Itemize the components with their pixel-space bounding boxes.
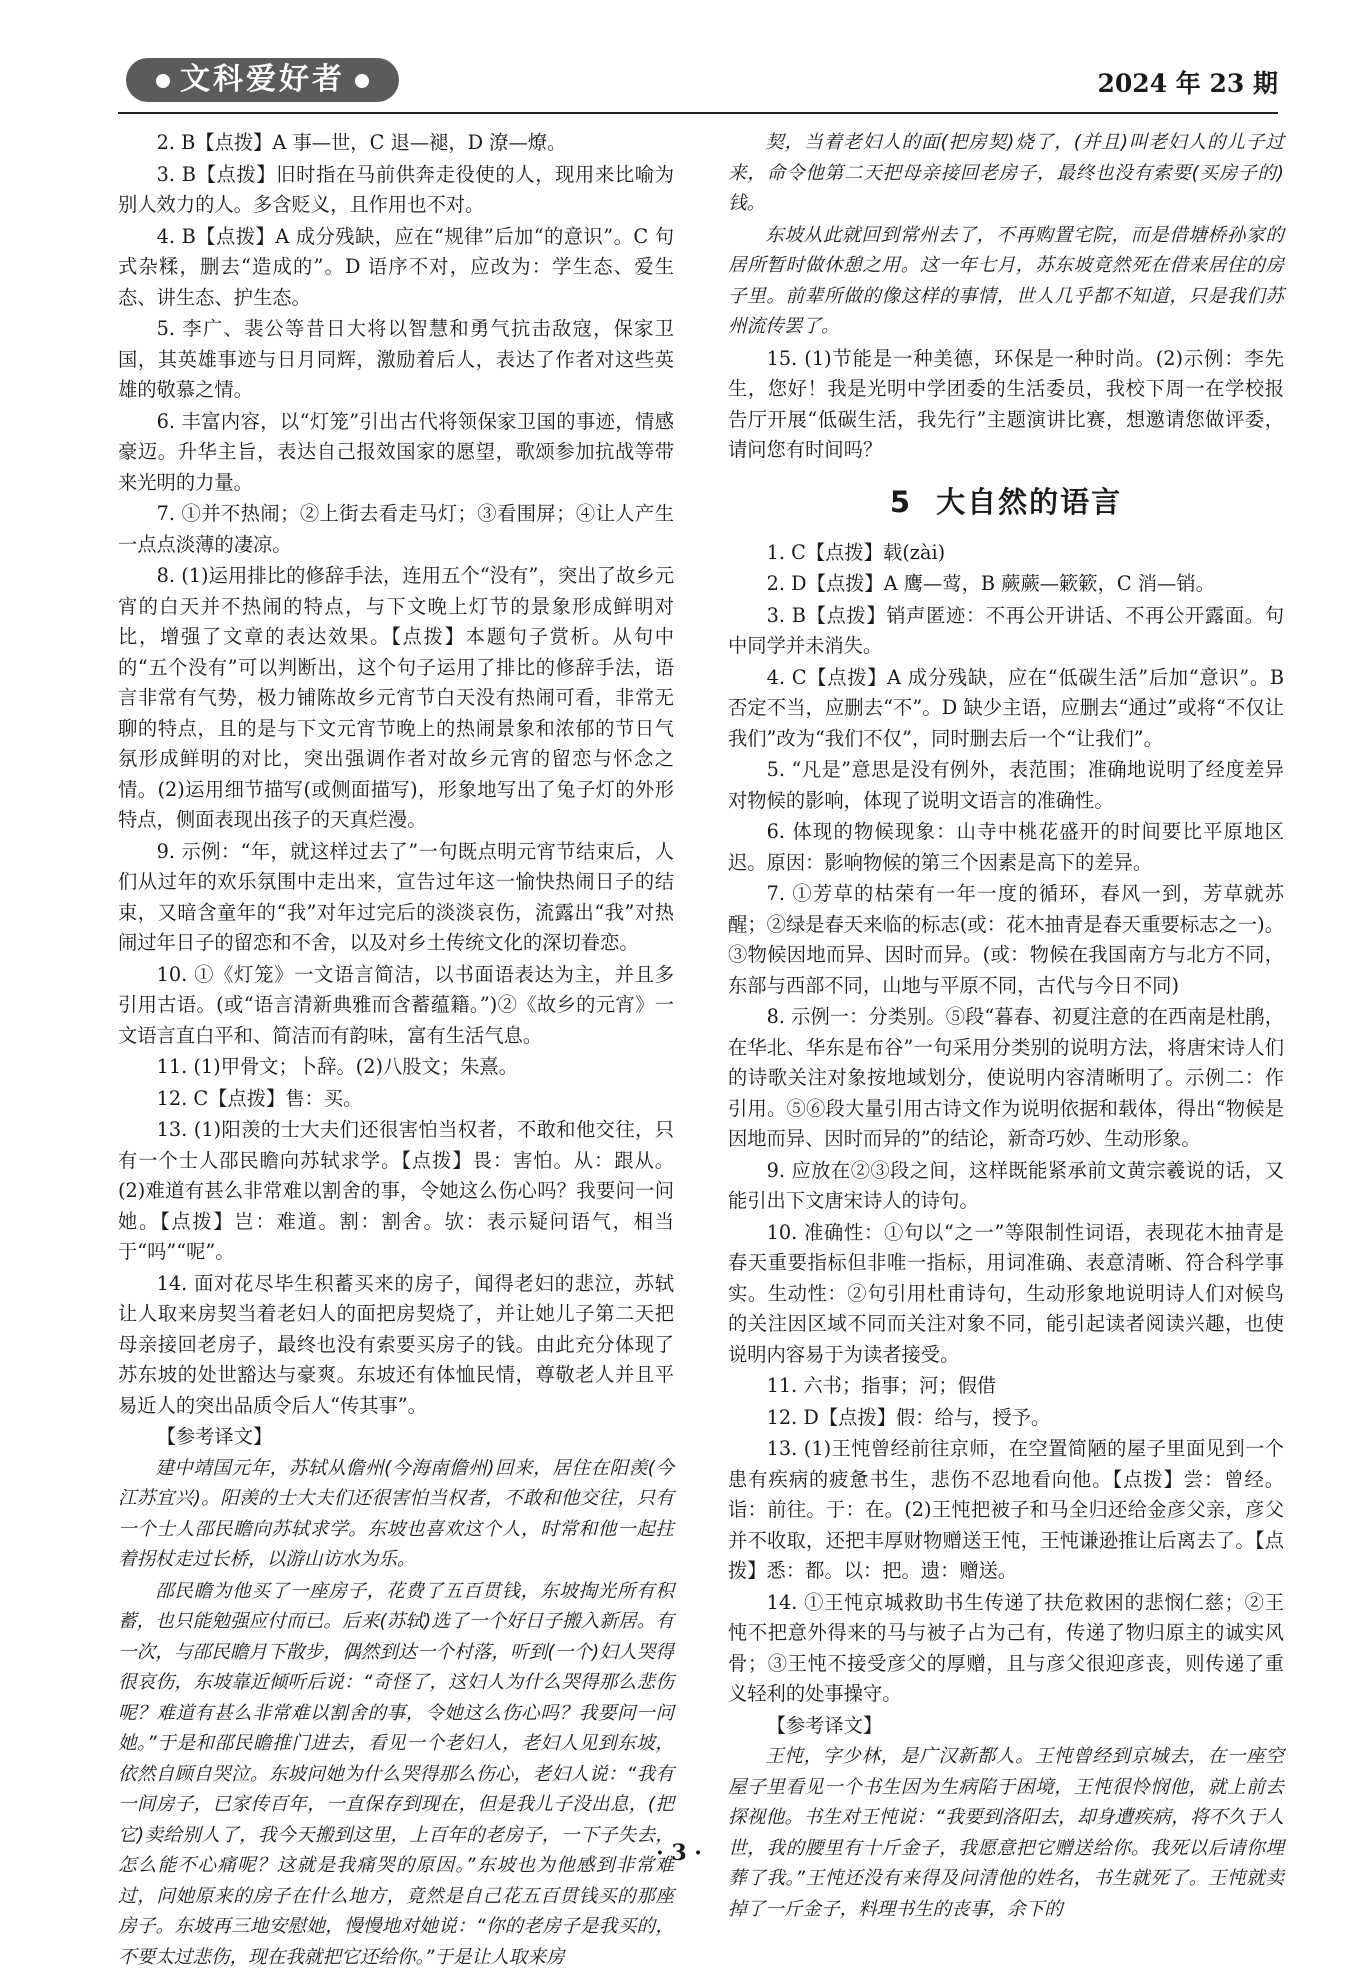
- logo-text: 文科爱好者: [180, 62, 345, 97]
- translation-paragraph: 邵民瞻为他买了一座房子，花费了五百贯钱，东坡掏光所有积蓄，也只能勉强应付而已。后来(苏轼)选了一个好日子搬入新居。有一次，与邵民瞻月下散步，偶然到达一个村落，听到(一个)妇人哭得很哀伤，东坡靠近倾听后说：“奇怪了，这妇人为什么哭得那么悲伤呢？难道有甚么非常难以割舍的事，令她这么伤心吗？我要问一问她。”于是和邵民瞻推门进去，看见一个老妇人，老妇人见到东坡，依然自顾自哭泣。东坡问她为什么哭得那么伤心，老妇人说：“我有一间房子，已家传百年，一直保存到现在，但是我儿子没出息，(把它)卖给别人了，我今天搬到这里，上百年的老房子，一下子失去，怎么能不心痛呢？这就是我痛哭的原因。”东坡也为他感到非常难过，问她原来的房子在什么地方，竟然是自己花五百贯钱买的那座房子。东坡再三地安慰她，慢慢地对她说：“你的老房子是我买的，不要太过悲伤，现在我就把它还给你。”于是让人取来房: [118, 1580, 674, 1968]
- answer-paragraph: 7. ①芳草的枯荣有一年一度的循环，春风一到，芳草就苏醒；②绿是春天来临的标志(或：花木抽青是春天重要标志之一)。③物候因地而异、因时而异。(或：物候在我国南方与北方不同，东部与西部不同，山地与平原不同，古代与今日不同): [728, 882, 1284, 997]
- answer-paragraph: 10. 准确性：①句以“之一”等限制性词语，表现花木抽青是春天重要指标但非唯一指标，用词准确、表意清晰、符合科学事实。生动性：②句引用杜甫诗句，生动形象地说明诗人们对候鸟的关注因区域不同而关注对象不同，能引起读者阅读兴趣，也使说明内容易于为读者接受。: [728, 1220, 1284, 1366]
- section-number: 5: [889, 484, 913, 519]
- answer-paragraph: 15. (1)节能是一种美德，环保是一种时尚。(2)示例：李先生，您好！我是光明中学团委的生活委员，我校下周一在学校报告厅开展“低碳生活，我先行”主题演讲比赛，想邀请您做评委，请问您有时间吗？: [728, 346, 1284, 461]
- answer-paragraph: 13. (1)王忳曾经前往京师，在空置简陋的屋子里面见到一个患有疾病的疲惫书生，悲伤不忍地看向他。【点拨】尝：曾经。诣：前往。于：在。(2)王忳把被子和马全归还给金彦父亲，彦父并不收取，还把丰厚财物赠送王忳，王忳谦逊推让后离去了。【点拨】悉：都。以：把。遗：赠送。: [728, 1437, 1284, 1582]
- answer-paragraph: 3. B【点拨】旧时指在马前供奔走役使的人，现用来比喻为别人效力的人。多含贬义，且作用也不对。: [118, 162, 674, 216]
- answer-paragraph: 3. B【点拨】销声匿迹：不再公开讲话、不再公开露面。句中同学并未消失。: [728, 603, 1284, 657]
- page-number: · 3 ·: [656, 1840, 702, 1866]
- logo-right-dot-icon: [355, 74, 369, 88]
- translation-paragraph: 东坡从此就回到常州去了，不再购置宅院，而是借塘桥孙家的居所暂时做休憩之用。这一年七月，苏东坡竟然死在借来居住的房子里。前辈所做的像这样的事情，世人几乎都不知道，只是我们苏州流传罢了。: [728, 224, 1284, 337]
- answer-paragraph: 8. (1)运用排比的修辞手法，连用五个“没有”，突出了故乡元宵的白天并不热闹的特点，与下文晚上灯节的景象形成鲜明对比，增强了文章的表达效果。【点拨】本题句子赏析。从句中的“五个没有”可以判断出，这个句子运用了排比的修辞手法，语言非常有气势，极力铺陈故乡元宵节白天没有热闹可看，非常无聊的特点，且的是与下文元宵节晚上的热闹景象和浓郁的节日气氛形成鲜明的对比，突出强调作者对故乡元宵的留恋与怀念之情。(2)运用细节描写(或侧面描写)，形象地写出了兔子灯的外形特点，侧面表现出孩子的天真烂漫。: [118, 564, 674, 831]
- answer-paragraph: 13. (1)阳羡的士大夫们还很害怕当权者，不敢和他交往，只有一个士人邵民瞻向苏轼求学。【点拨】畏：害怕。从：跟从。(2)难道有甚么非常难以割舍的事，令她这么伤心吗？我要问一问她。【点拨】岂：难道。割：割舍。欤：表示疑问语气，相当于“吗”“呢”。: [118, 1118, 674, 1263]
- answer-paragraph: 5. 李广、裴公等昔日大将以智慧和勇气抗击敌寇，保家卫国，其英雄事迹与日月同辉，激励着后人，表达了作者对这些英雄的敬慕之情。: [118, 317, 674, 401]
- translation-paragraph: 契，当着老妇人的面(把房契)烧了，(并且)叫老妇人的儿子过来，命令他第二天把母亲接回老房子，最终也没有索要(买房子的)钱。: [728, 132, 1284, 214]
- reference-translation-heading: 【参考译文】: [156, 1425, 273, 1448]
- answer-paragraph: 2. D【点拨】A 鹰—莺，B 蕨蕨—簌簌，C 消—销。: [766, 572, 1215, 595]
- answer-paragraph: 10. ①《灯笼》一文语言简洁，以书面语表达为主，并且多引用古语。(或“语言清新典雅而含蓄蕴籍。”)②《故乡的元宵》一文语言直白平和、简洁而有韵味，富有生活气息。: [118, 962, 674, 1047]
- reference-translation-heading: 【参考译文】: [766, 1713, 883, 1737]
- header-divider: [118, 112, 1278, 114]
- answer-paragraph: 1. C【点拨】载(zài): [766, 540, 946, 564]
- answer-paragraph: 11. 六书；指事；河；假借: [766, 1374, 997, 1397]
- section-title-text: 大自然的语言: [936, 484, 1123, 519]
- answer-paragraph: 12. D【点拨】假：给与，授予。: [766, 1405, 1051, 1429]
- answer-paragraph: 14. 面对花尽毕生积蓄买来的房子，闻得老妇的悲泣，苏轼让人取来房契当着老妇人的面把房契烧了，并让她儿子第二天把母亲接回老房子，最终也没有索要买房子的钱。由此充分体现了苏东坡的处世豁达与豪爽。东坡还有体恤民情，尊敬老人并且平易近人的突出品质令后人“传其事”。: [118, 1271, 674, 1417]
- logo-left-dot-icon: [156, 74, 170, 88]
- answer-paragraph: 9. 应放在②③段之间，这样既能紧承前文黄宗羲说的话，又能引出下文唐宋诗人的诗句。: [728, 1158, 1284, 1212]
- answer-paragraph: 11. (1)甲骨文；卜辞。(2)八股文；朱熹。: [156, 1055, 518, 1078]
- page-header: [118, 58, 1278, 106]
- issue-label: 2024 年 23 期: [1097, 69, 1278, 98]
- left-column: [118, 128, 674, 1974]
- answer-paragraph: 14. ①王忳京城救助书生传递了扶危救困的悲悯仁慈；②王忳不把意外得来的马与被子占为己有，传递了物归原主的诚实风骨；③王忳不接受彦父的厚赠，且与彦父很迎彦丧，则传递了重义轻利的处事操守。: [728, 1590, 1284, 1705]
- answer-paragraph: 4. B【点拨】A 成分残缺，应在“规律”后加“的意识”。C 句式杂糅，删去“造成的”。D 语序不对，应改为：学生态、爱生态、讲生态、护生态。: [118, 224, 674, 309]
- magazine-logo: [126, 58, 399, 102]
- answer-paragraph: 4. C【点拨】A 成分残缺，应在“低碳生活”后加“意识”。B 否定不当，应删去“不”。D 缺少主语，应删去“通过”或将“不仅让我们”改为“我们不仅”，同时删去后一个“让我们”。: [728, 665, 1284, 750]
- section-title: [728, 484, 1284, 520]
- answer-paragraph: 6. 体现的物候现象：山寺中桃花盛开的时间要比平原地区迟。原因：影响物候的第三个因素是高下的差异。: [728, 820, 1284, 874]
- answer-paragraph: 2. B【点拨】A 事—世，C 退—褪，D 潦—燎。: [156, 131, 567, 154]
- answer-paragraph: 12. C【点拨】售：买。: [156, 1086, 363, 1110]
- answer-paragraph: 7. ①并不热闹；②上街去看走马灯；③看围屏；④让人产生一点点淡薄的凄凉。: [118, 502, 674, 556]
- translation-paragraph: 建中靖国元年，苏轼从儋州(今海南儋州)回来，居住在阳羡(今江苏宜兴)。阳羡的士大夫们还很害怕当权者，不敢和他交往，只有一个士人邵民瞻向苏轼求学。东坡也喜欢这个人，时常和他一起拄着拐杖走过长桥，以游山访水为乐。: [118, 1457, 674, 1570]
- translation-paragraph: 王忳，字少林，是广汉新都人。王忳曾经到京城去，在一座空屋子里看见一个书生因为生病陷于困境，王忳很怜悯他，就上前去探视他。书生对王忳说：“我要到洛阳去，却身遭疾病，将不久于人世，我的腰里有十斤金子，我愿意把它赠送给你。我死以后请你埋葬了我。”王忳还没有来得及问清他的姓名，书生就死了。王忳就卖掉了一斤金子，料理书生的丧事，余下的: [728, 1746, 1284, 1920]
- answer-paragraph: 9. 示例：“年，就这样过去了”一句既点明元宵节结束后，人们从过年的欢乐氛围中走出来，宣告过年这一愉快热闹日子的结束，又暗含童年的“我”对年过完后的淡淡哀伤，流露出“我”对热闹过年日子的留恋和不舍，以及对乡土传统文化的深切眷恋。: [118, 839, 674, 954]
- right-column: [728, 128, 1284, 1926]
- answer-paragraph: 6. 丰富内容，以“灯笼”引出古代将领保家卫国的事迹，情感豪迈。升华主旨，表达自己报效国家的愿望，歌颂参加抗战等带来光明的力量。: [118, 409, 674, 494]
- answer-paragraph: 5. “凡是”意思是没有例外，表范围；准确地说明了经度差异对物候的影响，体现了说明文语言的准确性。: [728, 758, 1284, 812]
- answer-paragraph: 8. 示例一：分类别。⑤段“暮春、初夏注意的在西南是杜鹃，在华北、华东是布谷”一句采用分类别的说明方法，将唐宋诗人们的诗歌关注对象按地域划分，使说明内容清晰明了。示例二：作引用。⑤⑥段大量引用古诗文作为说明依据和载体，得出“物候是因地而异、因时而异的”的结论，新奇巧妙、生动形象。: [728, 1005, 1284, 1150]
